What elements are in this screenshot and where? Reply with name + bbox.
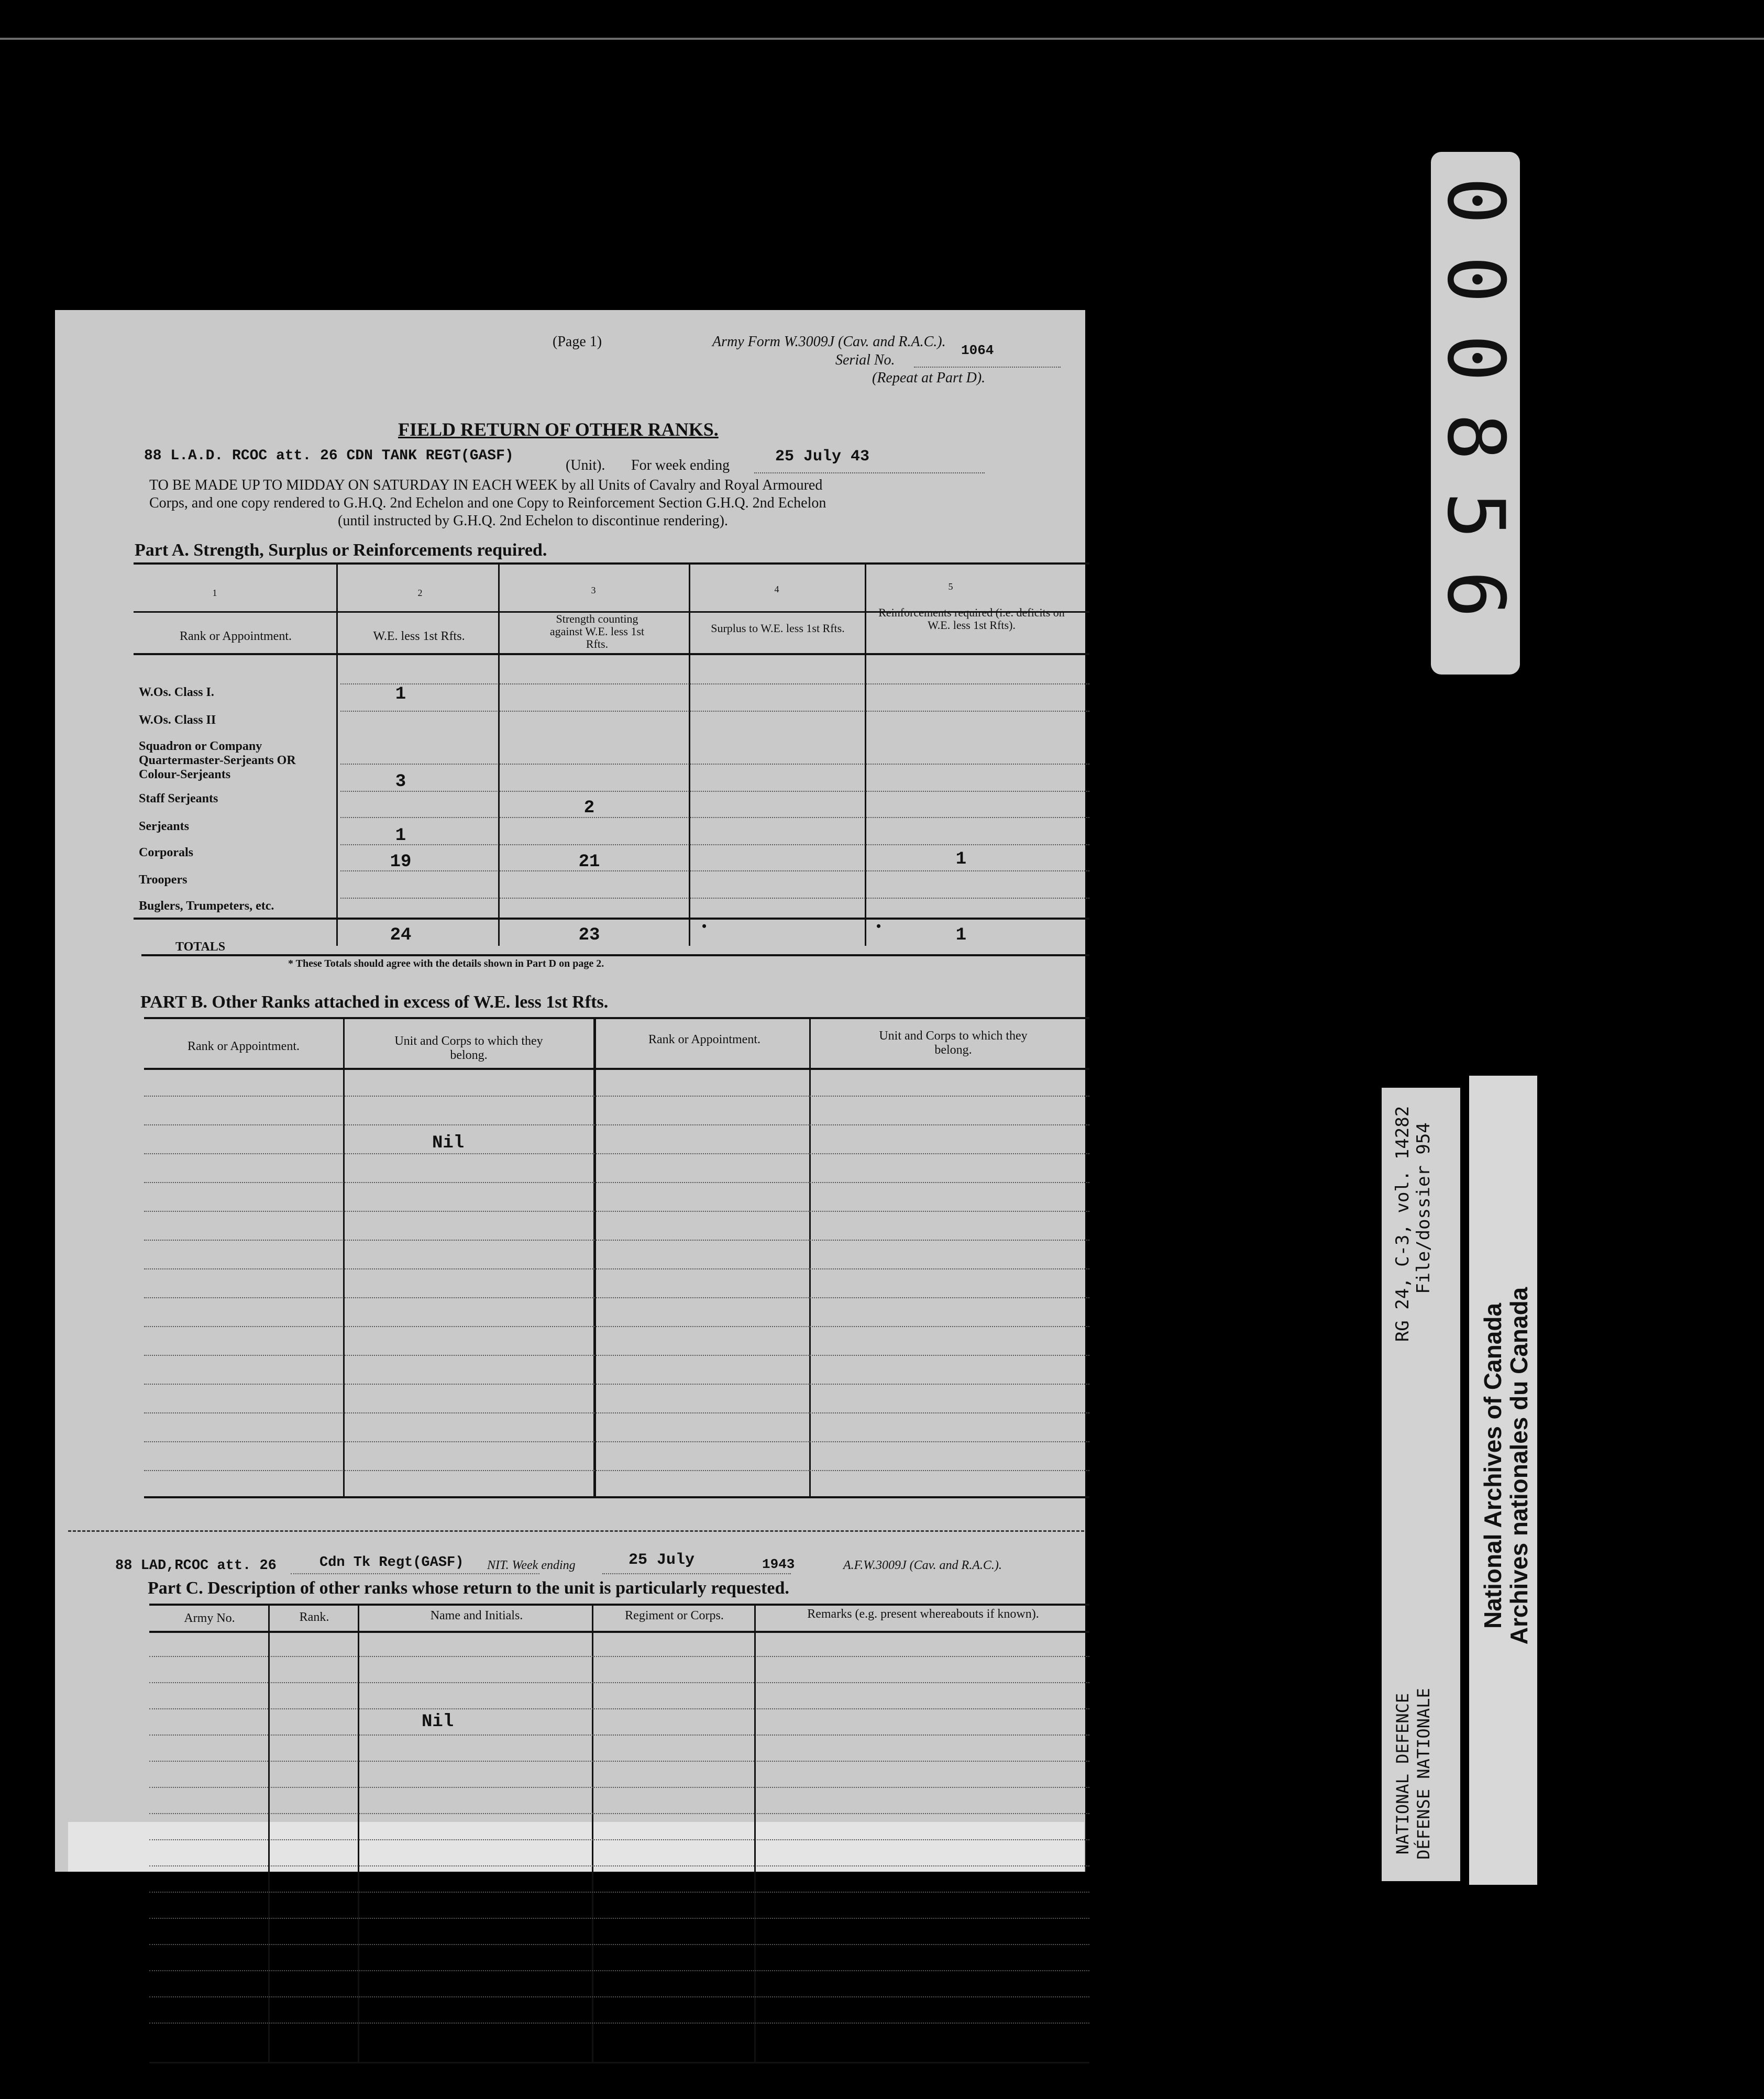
row-rule-2 — [340, 711, 1089, 712]
we-serjeants: 1 — [395, 826, 406, 846]
top-border-line — [0, 38, 1764, 40]
we-troopers: 19 — [390, 852, 412, 872]
archive-number: 000856 — [1430, 177, 1521, 649]
part-c-title: Part C. Description of other ranks whose return to the unit is particularly requested. — [148, 1578, 789, 1598]
part-c-form-ref: A.F.W.3009J (Cav. and R.A.C.). — [843, 1559, 1002, 1572]
part-b-col-div-2 — [593, 1018, 596, 1497]
strength-staff-serjeants: 2 — [583, 798, 595, 818]
part-b-row-rule-12 — [144, 1412, 1089, 1413]
col-header-surplus: Surplus to W.E. less 1st Rfts. — [711, 622, 845, 635]
part-a-title: Part A. Strength, Surplus or Reinforcements required. — [135, 540, 547, 560]
part-b-row-rule-3 — [144, 1153, 1089, 1154]
part-b-nil: Nil — [432, 1133, 465, 1153]
part-c-row-rule-7 — [149, 1813, 1089, 1814]
row-rule-6 — [340, 844, 1089, 845]
col-header-we: W.E. less 1st Rfts. — [373, 629, 465, 643]
part-b-col-div-3 — [809, 1018, 811, 1497]
archive-reference-card — [1382, 1088, 1460, 1881]
part-c-header-name: Name and Initials. — [430, 1609, 523, 1622]
part-c-header-army-no: Army No. — [184, 1611, 235, 1625]
part-b-row-rule-6 — [144, 1240, 1089, 1241]
form-reference: Army Form W.3009J (Cav. and R.A.C.). — [712, 334, 946, 350]
part-c-top-rule — [149, 1604, 1089, 1606]
part-c-header-rule — [149, 1631, 1089, 1633]
part-c-row-rule-8 — [149, 1839, 1089, 1840]
col-header-reinforcements: Reinforcements required (i.e. deficits on W.E. less 1st Rfts). — [878, 606, 1065, 632]
archive-dept-line-2: DÉFENSE NATIONALE — [1414, 1688, 1434, 1860]
part-c-row-rule-1 — [149, 1656, 1089, 1657]
part-c-row-rule-9 — [149, 1865, 1089, 1866]
part-a-col-div-4 — [865, 564, 866, 946]
totals-bottom-rule — [141, 954, 1089, 956]
part-c-week-dotted-line — [602, 1573, 791, 1574]
part-b-header-rank-2: Rank or Appointment. — [648, 1033, 760, 1046]
part-b-row-rule-7 — [144, 1268, 1089, 1269]
part-c-row-rule-6 — [149, 1787, 1089, 1788]
rank-cqms: Squadron or Company Quartermaster-Serjeants OR Colour-Serjeants — [139, 739, 296, 781]
totals-we: 24 — [390, 925, 412, 945]
row-rule-1 — [340, 683, 1089, 684]
totals-top-rule — [134, 918, 1089, 920]
part-b-row-rule-8 — [144, 1297, 1089, 1298]
archive-ref-line-2: File/dossier 954 — [1413, 1122, 1434, 1294]
part-c-row-rule-13 — [149, 1970, 1089, 1971]
week-value: 25 July 43 — [775, 448, 870, 466]
part-c-header-rank: Rank. — [299, 1610, 329, 1624]
serial-label: Serial No. — [835, 352, 895, 368]
totals-reinf: 1 — [955, 925, 967, 945]
archive-dept-line-1: NATIONAL DEFENCE — [1393, 1693, 1413, 1855]
part-c-row-rule-12 — [149, 1944, 1089, 1945]
rank-serjeants: Serjeants — [139, 820, 189, 833]
archive-name-english: National Archives of Canada — [1479, 1302, 1506, 1629]
totals-reinf-asterisk: • — [876, 919, 881, 934]
col-number-5: 5 — [948, 581, 953, 592]
part-c-header-remarks: Remarks (e.g. present whereabouts if known). — [807, 1607, 1039, 1621]
part-c-row-rule-10 — [149, 1892, 1089, 1893]
part-a-col-div-2 — [498, 564, 500, 946]
archive-name-french: Archives nationales du Canada — [1505, 1287, 1533, 1645]
part-c-row-rule-5 — [149, 1761, 1089, 1762]
part-c-row-rule-4 — [149, 1735, 1089, 1736]
tear-off-line — [68, 1530, 1084, 1532]
week-dotted-line — [754, 472, 985, 473]
part-b-header-rule — [144, 1068, 1089, 1070]
part-c-row-rule-2 — [149, 1682, 1089, 1683]
part-b-header-unit-2: Unit and Corps to which they belong. — [879, 1029, 1028, 1057]
row-rule-5 — [340, 817, 1089, 818]
part-b-row-rule-10 — [144, 1355, 1089, 1356]
part-b-row-rule-11 — [144, 1384, 1089, 1385]
serial-value: 1064 — [961, 343, 994, 358]
reinf-corporals: 1 — [955, 849, 967, 869]
part-c-row-rule-14 — [149, 1996, 1089, 1997]
rank-troopers: Troopers — [139, 873, 188, 887]
rank-wo-class-2: W.Os. Class II — [139, 713, 216, 727]
week-label: For week ending — [631, 457, 730, 473]
part-c-row-rule-15 — [149, 2023, 1089, 2024]
instructions-line-1: TO BE MADE UP TO MIDDAY ON SATURDAY IN EACH WEEK by all Units of Cavalry and Royal Armoured — [149, 477, 823, 493]
part-c-nil: Nil — [422, 1712, 454, 1732]
serial-dotted-line — [914, 367, 1061, 368]
part-b-row-rule-13 — [144, 1441, 1089, 1442]
col-number-2: 2 — [417, 588, 423, 598]
archive-ref-line-1: RG 24, C-3, vol. 14282 — [1392, 1106, 1413, 1342]
part-c-row-rule-3 — [149, 1708, 1089, 1709]
form-sheet — [55, 310, 1085, 1872]
part-c-week-value: 25 July — [629, 1551, 695, 1569]
instructions-line-2: Corps, and one copy rendered to G.H.Q. 2nd Echelon and one Copy to Reinforcement Section G.H.Q. 2nd Echelon — [149, 495, 826, 511]
totals-strength: 23 — [578, 925, 600, 945]
we-wo-class-1: 1 — [395, 684, 406, 704]
page-label: (Page 1) — [553, 334, 602, 350]
part-c-bottom-rule — [149, 2062, 1089, 2063]
part-c-unit: 88 LAD,RCOC att. 26 — [115, 1558, 277, 1574]
part-b-header-rank-1: Rank or Appointment. — [188, 1040, 300, 1053]
instructions-line-3: (until instructed by G.H.Q. 2nd Echelon to discontinue rendering). — [338, 513, 728, 529]
archive-institution-card — [1469, 1076, 1537, 1885]
strength-troopers: 21 — [578, 852, 600, 872]
col-header-rank: Rank or Appointment. — [180, 629, 292, 643]
sheet-bottom-margin — [68, 1822, 1084, 1872]
col-number-4: 4 — [774, 584, 779, 594]
part-b-header-unit-1: Unit and Corps to which they belong. — [394, 1034, 543, 1062]
col-number-1: 1 — [212, 588, 217, 598]
part-b-row-rule-14 — [144, 1470, 1089, 1471]
part-b-col-div-1 — [343, 1018, 345, 1497]
totals-label: TOTALS — [175, 940, 226, 954]
part-b-row-rule-2 — [144, 1124, 1089, 1125]
part-b-row-rule-4 — [144, 1182, 1089, 1183]
part-c-unit-dotted-line — [291, 1573, 539, 1574]
part-c-header-regiment: Regiment or Corps. — [625, 1609, 724, 1622]
col-number-3: 3 — [591, 585, 596, 595]
col-header-strength: Strength counting against W.E. less 1st Rfts. — [549, 612, 645, 650]
part-a-header-rule — [134, 653, 1089, 655]
rank-wo-class-1: W.Os. Class I. — [139, 686, 214, 699]
part-c-week-label: NIT. Week ending — [487, 1559, 576, 1572]
part-a-col-div-3 — [689, 564, 690, 946]
part-c-col-div-1 — [268, 1605, 270, 2063]
rank-staff-serjeants: Staff Serjeants — [139, 792, 218, 805]
unit-label: (Unit). — [566, 457, 605, 473]
totals-surplus-asterisk: • — [702, 919, 707, 934]
part-b-top-rule — [144, 1017, 1089, 1019]
archive-number-stamp — [1431, 152, 1520, 675]
row-rule-4 — [340, 791, 1089, 792]
row-rule-7 — [340, 870, 1089, 871]
part-c-year: 1943 — [762, 1556, 795, 1572]
part-a-top-rule — [134, 562, 1089, 565]
part-c-row-rule-11 — [149, 1918, 1089, 1919]
repeat-note: (Repeat at Part D). — [872, 370, 986, 386]
part-c-col-div-3 — [592, 1605, 593, 2063]
part-b-bottom-rule — [144, 1496, 1089, 1498]
row-rule-8 — [340, 898, 1089, 899]
part-a-footnote: * These Totals should agree with the details shown in Part D on page 2. — [288, 958, 604, 969]
rank-corporals: Corporals — [139, 846, 193, 859]
part-c-unit-2: Cdn Tk Regt(GASF) — [319, 1555, 464, 1571]
we-staff-serjeants: 3 — [395, 772, 406, 792]
part-b-title: PART B. Other Ranks attached in excess of W.E. less 1st Rfts. — [140, 992, 609, 1012]
unit-value: 88 L.A.D. RCOC att. 26 CDN TANK REGT(GASF) — [144, 448, 514, 464]
part-b-row-rule-5 — [144, 1211, 1089, 1212]
part-b-row-rule-1 — [144, 1096, 1089, 1097]
rank-buglers: Buglers, Trumpeters, etc. — [139, 899, 274, 913]
part-c-col-div-2 — [358, 1605, 359, 2063]
form-title: FIELD RETURN OF OTHER RANKS. — [398, 419, 719, 440]
part-b-row-rule-9 — [144, 1326, 1089, 1327]
row-rule-3 — [340, 764, 1089, 765]
part-c-col-div-4 — [754, 1605, 756, 2063]
